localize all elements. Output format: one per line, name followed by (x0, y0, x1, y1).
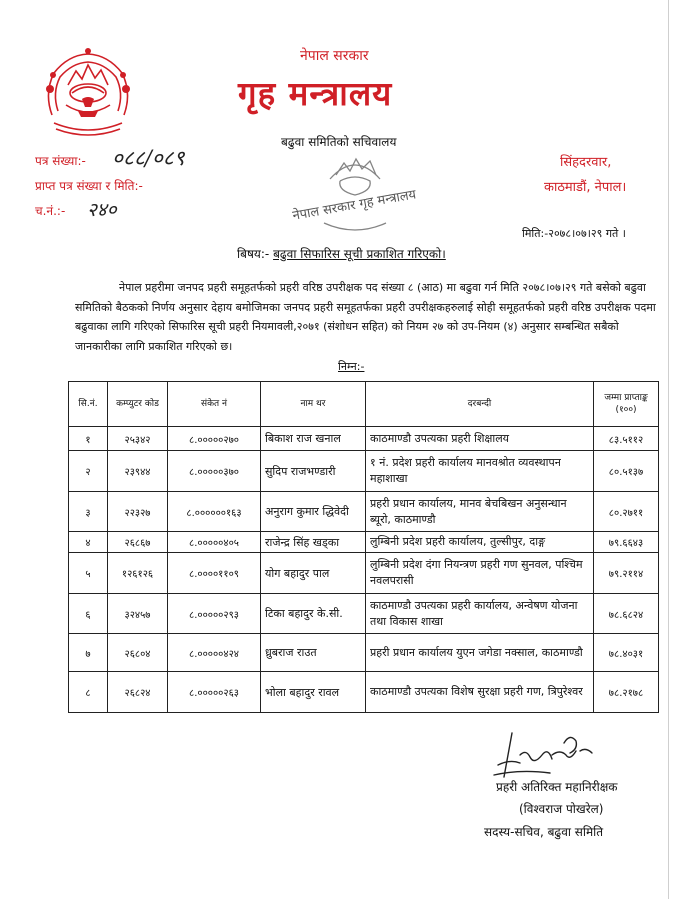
table-row (69, 427, 659, 451)
cell-posting: प्रहरी प्रधान कार्यालय, मानव बेचबिखन अनुसन्धान ब्यूरो, काठमाण्डौ (366, 492, 594, 532)
address-line-2: काठमाडौं, नेपाल। (544, 180, 627, 195)
ministry-stamp-icon (291, 145, 418, 240)
government-label: नेपाल सरकार (300, 48, 369, 64)
cell-name: योग बहादुर पाल (261, 553, 366, 594)
col-header-sn: सि.नं. (69, 382, 108, 427)
cell-name: सुदिप राजभण्डारी (261, 451, 366, 492)
cell-posting: लुम्बिनी प्रदेश दंगा नियन्त्रण प्रहरी गण सुनवल, पश्चिम नवलपरासी (366, 553, 594, 594)
col-header-symbol: संकेत नं (168, 382, 261, 427)
nepal-coat-of-arms-icon (38, 45, 138, 140)
signatory-role: सदस्य-सचिव, बढुवा समिति (484, 825, 604, 839)
cell-code: २२३२७ (108, 492, 168, 532)
cell-sn: ६ (69, 594, 108, 634)
cell-name: भोला बहादुर रावल (261, 672, 366, 713)
cell-symbol: ८.०००००२६३ (168, 672, 261, 713)
handwritten-signature (490, 725, 600, 781)
cell-total: ८०.५१३७ (594, 451, 659, 492)
cell-symbol: ८.००००११०९ (168, 553, 261, 594)
cell-total: ८०.२७११ (594, 492, 659, 532)
cell-sn: १ (69, 427, 108, 451)
table-row (69, 594, 659, 634)
ministry-title: गृह मन्त्रालय (238, 74, 393, 113)
cell-total: ८३.५११२ (594, 427, 659, 451)
cell-sn: ८ (69, 672, 108, 713)
table-row (69, 553, 659, 594)
table-row (69, 634, 659, 672)
col-header-posting: दरबन्दी (366, 382, 594, 427)
subject-line (237, 245, 446, 262)
cell-sn: ७ (69, 634, 108, 672)
cell-sn: ४ (69, 532, 108, 553)
cell-posting: काठमाण्डौ उपत्यका विशेष सुरक्षा प्रहरी गण, त्रिपुरेश्वर (366, 672, 594, 713)
cell-name: राजेन्द्र सिंह खड्का (261, 532, 366, 553)
subject-text: बढुवा सिफारिस सूची प्रकाशित गरिएको। (273, 247, 446, 261)
signatory-title: प्रहरी अतिरिक्त महानिरीक्षक (496, 780, 618, 794)
letter-number-label: पत्र संख्या:- (35, 154, 86, 168)
cell-posting: १ नं. प्रदेश प्रहरी कार्यालय मानवश्रोत व्यवस्थापन महाशाखा (366, 451, 594, 492)
received-letter-label: प्राप्त पत्र संख्या र मिति:- (35, 179, 143, 193)
cell-total: ७८.४०३१ (594, 634, 659, 672)
signatory-name: (विश्वराज पोखरेल) (519, 802, 604, 816)
cell-sn: ३ (69, 492, 108, 532)
letter-number-value: ०८८/०८९ (112, 146, 185, 170)
table-row (69, 492, 659, 532)
dispatch-number-value: २४० (87, 199, 117, 221)
recommendation-table (68, 381, 659, 713)
page-edge-line (668, 0, 669, 899)
address-line-1: सिंहदरवार, (560, 155, 612, 170)
cell-symbol: ८.०००००४०५ (168, 532, 261, 553)
cell-name: ध्रुबराज राउत (261, 634, 366, 672)
stamp-text: नेपाल सरकार गृह मन्त्रालय (291, 187, 418, 224)
table-row (69, 451, 659, 492)
cell-code: २३९४४ (108, 451, 168, 492)
cell-code: १२६१२६ (108, 553, 168, 594)
cell-posting: काठमाण्डौ उपत्यका प्रहरी कार्यालय, अन्वेषण योजना तथा विकास शाखा (366, 594, 594, 634)
cell-code: २५३४२ (108, 427, 168, 451)
subject-label: बिषय:- (237, 247, 270, 261)
cell-name: बिकाश राज खनाल (261, 427, 366, 451)
cell-code: २६८२४ (108, 672, 168, 713)
dispatch-number-label: च.नं.:- (35, 204, 66, 218)
cell-total: ७८.६८२४ (594, 594, 659, 634)
table-row (69, 672, 659, 713)
letter-date: मिति:-२०७८।०७।२९ गते । (522, 227, 626, 240)
cell-code: ३२४५७ (108, 594, 168, 634)
cell-total: ७९.६६४३ (594, 532, 659, 553)
committee-secretariat-label: बढुवा समितिको सचिवालय (281, 135, 397, 149)
cell-posting: काठमाण्डौ उपत्यका प्रहरी शिक्षालय (366, 427, 594, 451)
table-header-row (69, 382, 659, 427)
col-header-name: नाम थर (261, 382, 366, 427)
list-heading: निम्न:- (338, 360, 365, 373)
cell-total: ७९.२११४ (594, 553, 659, 594)
col-header-code: कम्प्युटर कोड (108, 382, 168, 427)
cell-total: ७८.२१७८ (594, 672, 659, 713)
cell-symbol: ८.०००००२७० (168, 427, 261, 451)
cell-symbol: ८.०००००४२४ (168, 634, 261, 672)
cell-posting: प्रहरी प्रधान कार्यालय युएन जगेडा नक्साल, काठमाण्डौ (366, 634, 594, 672)
body-paragraph: नेपाल प्रहरीमा जनपद प्रहरी समूहतर्फको प्रहरी वरिष्ठ उपरीक्षक पद संख्या ८ (आठ) मा बढुवा गर्न मिति २०७८।०७।२९ गते बसेको बढुवा समितिको बैठकको निर्णय अनुसार देहाय बमोजिमका जनपद प्रहरी समूहतर्फका प्रहरी उपरीक्षकहरुलाई सोही समूहतर्फको प्रहरी वरिष्ठ उपरीक्षक पदमा बढुवाका लागि गरिएको सिफारिस सूची प्रहरी नियमावली,२०७१ (संशोधन सहित) को नियम २७ को उप-नियम (४) अनुसार सम्बन्धित सबैको जानकारीका लागि प्रकाशित गरिएको छ। (75, 281, 656, 353)
cell-sn: २ (69, 451, 108, 492)
cell-sn: ५ (69, 553, 108, 594)
cell-code: २६८६७ (108, 532, 168, 553)
table-row (69, 532, 659, 553)
cell-symbol: ८.०००००२९३ (168, 594, 261, 634)
col-header-total: जम्मा प्राप्ताङ्क (१००) (594, 382, 659, 427)
cell-symbol: ८.००००००१६३ (168, 492, 261, 532)
cell-code: २६८०४ (108, 634, 168, 672)
cell-name: अनुराग कुमार द्धिवेदी (261, 492, 366, 532)
cell-name: टिका बहादुर के.सी. (261, 594, 366, 634)
cell-posting: लुम्बिनी प्रदेश प्रहरी कार्यालय, तुल्सीपुर, दाङ्ग (366, 532, 594, 553)
cell-symbol: ८.०००००३७० (168, 451, 261, 492)
